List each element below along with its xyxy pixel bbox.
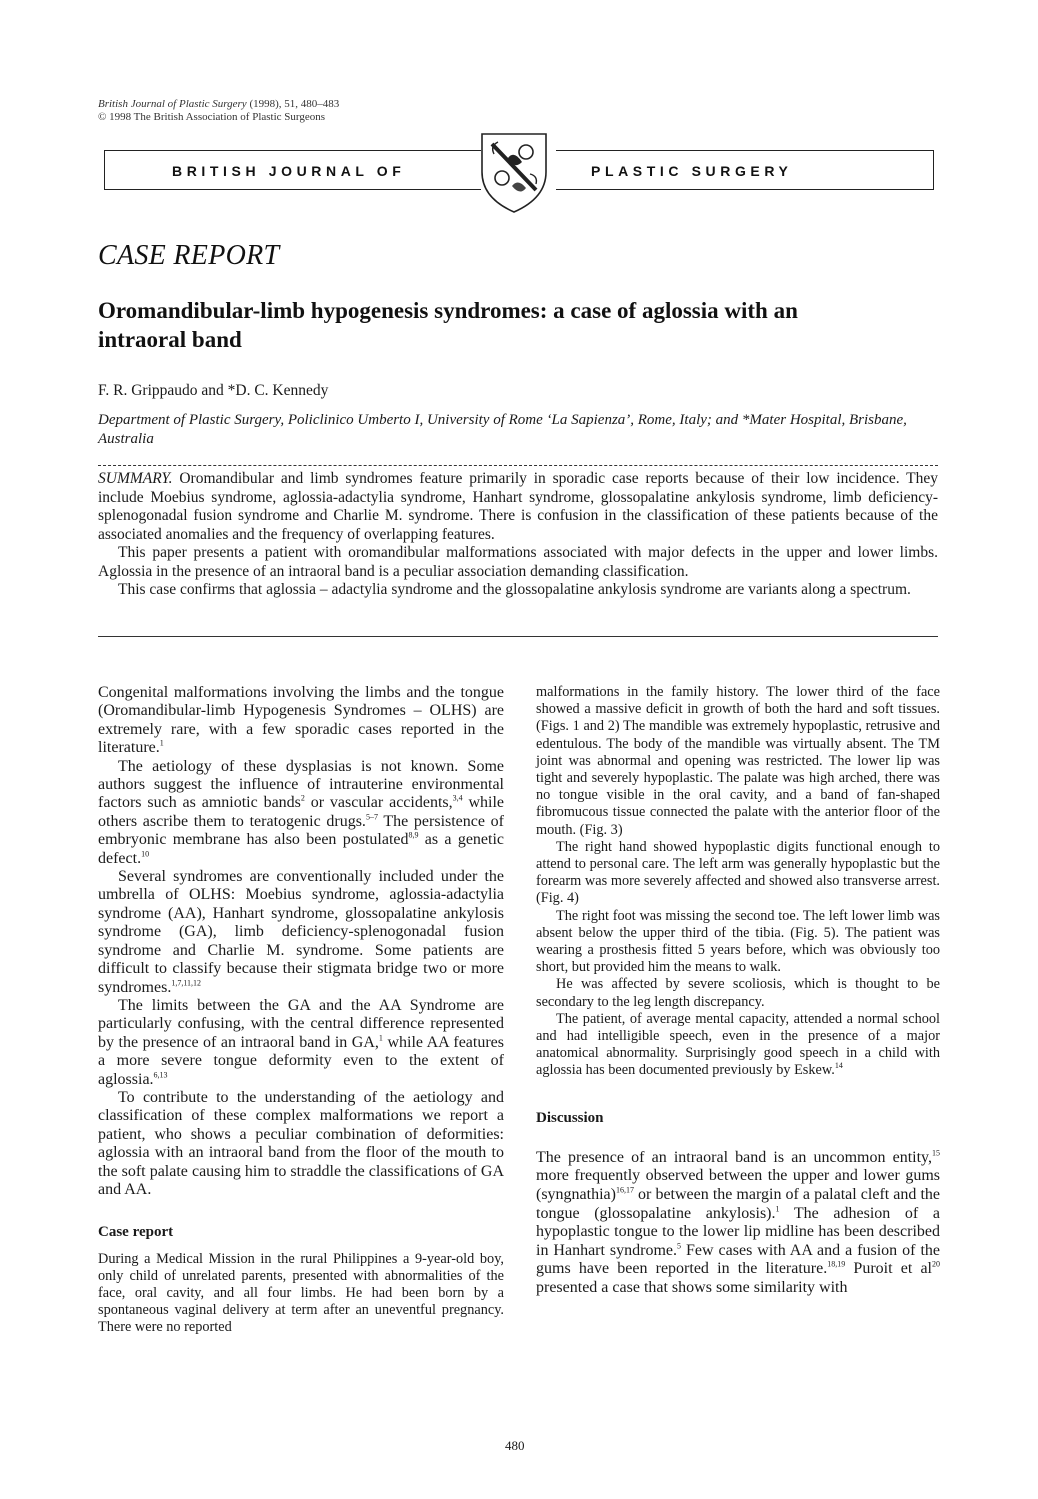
body-text: The limits between the GA and the AA Syndrome are particularly confusing, with the central difference represented by the presence of an intraoral band in GA, [98, 996, 504, 1051]
reference-marker: 1,7,11,12 [171, 978, 202, 988]
article-authors: F. R. Grippaudo and *D. C. Kennedy [98, 382, 329, 399]
reference-marker: 8,9 [408, 830, 419, 840]
body-text: more frequently observed between the upper and lower gums (syngnathia) [536, 1167, 940, 1204]
article-title: Oromandibular-limb hypogenesis syndromes: a case of aglossia with an intraoral band [98, 298, 798, 352]
body-text: The adhesion of a hypoplastic tongue to the lower lip midline has been described in Hanhart syndrome. [536, 1204, 941, 1259]
summary-block [98, 470, 938, 600]
reference-marker: 5 [677, 1241, 682, 1251]
body-text: while others ascribe them to teratogenic drugs. [98, 794, 505, 830]
body-paragraph: malformations in the family history. The lower third of the face showed a massive deficit in growth of both the hard and soft tissues. (Figs. 1 and 2) The mandible was extremely hypoplastic, retrusive and edentulous. The body of the mandible was virtually absent. The TM joint was abnormal and opening was restricted. The lower lip was tight and severely hypoplastic. The palate was high arched, there was no tongue visible in the oral cavity, and a band of fan-shaped fibromucous tissue connected the palate with the anterior floor of the mouth. (Fig. 3) [536, 684, 940, 838]
summary-label: SUMMARY. [98, 470, 173, 487]
reference-marker: 14 [834, 1061, 843, 1071]
body-text: Few cases with AA and a fusion of the gums have been reported in the literature. [536, 1241, 940, 1278]
body-paragraph: During a Medical Mission in the rural Philippines a 9-year-old boy, only child of unrelated parents, presented with abnormalities of the face, oral cavity, and all four limbs. He had been born by a spontaneous vaginal delivery at term after an uneventful pregnancy. There were no reported [98, 1250, 504, 1335]
body-paragraph: To contribute to the understanding of the aetiology and classification of these complex malformations we report a patient, who shows a peculiar combination of deformities: aglossia with an intraoral band from the floor of the mouth to the soft palate causing him to straddle the classifications of GA and AA. [98, 1088, 504, 1198]
summary-paragraph: This paper presents a patient with oromandibular malformations associated with major defects in the upper and lower limbs. Aglossia in the presence of an intraoral band is a peculiar association demanding classification. [98, 544, 938, 580]
masthead-left-text: BRITISH JOURNAL OF [172, 163, 406, 179]
body-column-left [98, 684, 504, 1336]
reference-marker: 16,17 [615, 1185, 634, 1195]
citation-volume: (1998), 51, 480–483 [246, 98, 340, 110]
body-text: The patient, of average mental capacity, attended a normal school and had intelligible speech, even in the presence of a major anatomical abnormality. Surprisingly good speech in a child with aglossia has been documented previously by Eskew. [536, 1010, 940, 1079]
summary-text: Oromandibular and limb syndromes feature primarily in sporadic case reports because of their low incidence. They include Moebius syndrome, aglossia-adactylia syndrome, Hanhart syndrome, glossopalatine ankylosis syndrome, limb deficiency-splenogonadal fusion syndrome and Charlie M. syndrome. There is confusion in the classification of these patients because of the associated anomalies and the frequency of overlapping features. [98, 470, 938, 543]
journal-citation [98, 98, 339, 124]
citation-line [98, 98, 339, 111]
body-paragraph [98, 868, 504, 997]
body-text: The persistence of embryonic membrane has also been postulated [98, 812, 505, 849]
masthead-right-text: PLASTIC SURGERY [591, 163, 793, 179]
journal-crest-icon [478, 128, 550, 214]
body-text: Puroit et al [845, 1260, 932, 1278]
reference-marker: 1 [159, 738, 164, 748]
body-paragraph [98, 758, 504, 868]
summary-paragraph [98, 470, 938, 544]
body-text: as a genetic defect. [98, 831, 505, 867]
body-text: or vascular accidents, [304, 794, 453, 812]
reference-marker: 15 [932, 1148, 940, 1158]
heading-discussion: Discussion [536, 1109, 604, 1126]
body-text: while AA features a more severe tongue deformity even to the extent of aglossia. [98, 1033, 504, 1088]
body-column-right [536, 684, 940, 1298]
reference-marker: 5–7 [365, 812, 378, 822]
heading-case-report: Case report [98, 1224, 174, 1241]
body-text: Several syndromes are conventionally included under the umbrella of OLHS: Moebius syndrome, aglossia-adactylia syndrome (AA), Hanhart syndrome, glossopalatine ankylosis syndrome (GA), limb deficiency-splenogonadal fusion syndrome and Charlie M. syndrome. Some patients are difficult to classify because their stigmata bridge two or more syndromes. [98, 868, 504, 996]
body-paragraph [98, 684, 504, 758]
reference-marker: 2 [300, 794, 305, 804]
reference-marker: 18,19 [827, 1260, 846, 1270]
body-text: The aetiology of these dysplasias is not known. Some authors suggest the influence of intrauterine environmental factors such as amniotic bands [98, 757, 504, 812]
copyright-line: © 1998 The British Association of Plastic Surgeons [98, 111, 326, 123]
reference-marker: 3,4 [452, 794, 463, 804]
body-paragraph [98, 997, 504, 1089]
summary-bottom-rule [98, 636, 938, 637]
reference-marker: 10 [141, 849, 150, 859]
page-number: 480 [505, 1438, 525, 1453]
section-label: CASE REPORT [98, 240, 280, 271]
reference-marker: 1 [775, 1204, 780, 1214]
body-text: presented a case that shows some similarity with [536, 1279, 848, 1297]
author-affiliation: Department of Plastic Surgery, Policlinico Umberto I, University of Rome ‘La Sapienza’, Rome, Italy; and *Mater Hospital, Brisbane, Australia [98, 412, 907, 447]
summary-top-rule [98, 465, 938, 466]
body-paragraph: The right foot was missing the second toe. The left lower limb was absent below the upper third of the tibia. (Fig. 5). The patient was wearing a prosthesis fitted 5 years before, which was obviously too short, but provided him the means to walk. [536, 907, 940, 976]
citation-journal: British Journal of Plastic Surgery [98, 98, 247, 110]
body-paragraph [536, 1011, 940, 1080]
reference-marker: 6,13 [153, 1070, 168, 1080]
summary-paragraph: This case confirms that aglossia – adactylia syndrome and the glossopalatine ankylosis syndrome are variants along a spectrum. [118, 581, 911, 598]
reference-marker: 1 [378, 1033, 383, 1043]
body-paragraph: The right hand showed hypoplastic digits functional enough to attend to personal care. The left arm was generally hypoplastic but the forearm was more severely affected and showed also transverse arrest. (Fig. 4) [536, 838, 940, 907]
body-paragraph: He was affected by severe scoliosis, which is thought to be secondary to the leg length discrepancy. [536, 976, 940, 1010]
body-text: The presence of an intraoral band is an uncommon entity, [536, 1148, 932, 1166]
body-text: Congenital malformations involving the limbs and the tongue (Oromandibular-limb Hypogenesis Syndromes – OLHS) are extremely rare, with a few sporadic cases reported in the literature. [98, 684, 504, 757]
body-text: or between the margin of a palatal cleft and the tongue (glossopalatine ankylosis). [536, 1186, 940, 1222]
body-paragraph [536, 1149, 940, 1298]
reference-marker: 20 [932, 1260, 940, 1270]
